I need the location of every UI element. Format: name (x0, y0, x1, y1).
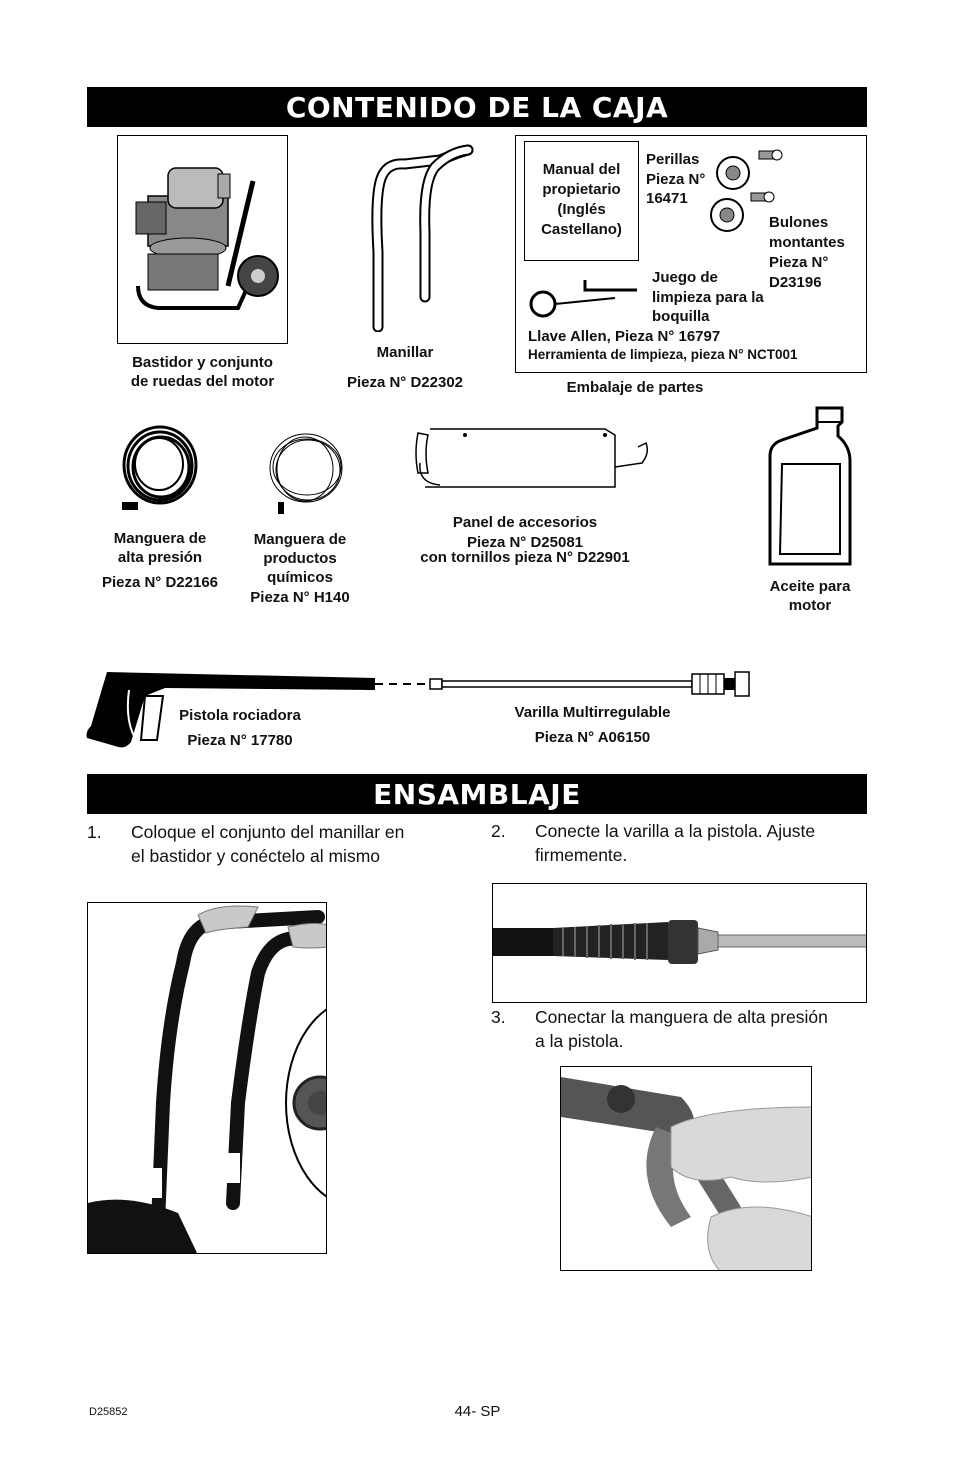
allen-key-label: Llave Allen, Pieza N° 16797 (528, 328, 721, 345)
chemical-hose-image (262, 428, 352, 518)
section-banner-assembly (87, 774, 867, 814)
high-pressure-hose-image (118, 420, 203, 520)
page-number: 44- SP (454, 1403, 501, 1420)
wand-label: Varilla Multirregulable (514, 704, 671, 721)
section-title: CONTENIDO DE LA CAJA (285, 90, 669, 124)
engine-oil-label: Aceite para motor (769, 578, 851, 614)
section-banner-contents (87, 87, 867, 127)
chemical-hose-part-number: Pieza N° H140 (250, 589, 350, 606)
bolts-label: Bulones montantes Pieza N° D23196 (769, 214, 845, 291)
hp-hose-part-number: Pieza N° D22166 (101, 574, 219, 591)
spray-gun-part-number: Pieza N° 17780 (187, 732, 293, 749)
assembly-step-2: 2. Conecte la varilla a la pistola. Ajuste firmemente. (491, 821, 816, 865)
assembly-title: ENSAMBLAJE (373, 777, 581, 811)
spray-gun-label: Pistola rociadora (179, 707, 301, 724)
step-1-photo (87, 902, 327, 1254)
assembly-step-3: 3. Conectar la manguera de alta presión a la pistola. (491, 1007, 828, 1051)
handle-name: Manillar (376, 344, 434, 361)
assembly-step-1: 1. Coloque el conjunto del manillar en el bastidor y conéctelo al mismo (87, 822, 405, 866)
step-3-photo (560, 1066, 812, 1271)
handle-part-number: Pieza N° D22302 (346, 374, 464, 391)
step-2-photo (492, 883, 867, 1003)
cleaning-tool-label: Herramienta de limpieza, pieza N° NCT001 (528, 347, 798, 362)
document-code: D25852 (89, 1406, 128, 1418)
engine-frame-image (117, 135, 288, 344)
frame-label: Bastidor y conjunto de ruedas del motor (130, 354, 275, 390)
owner-manual-label: Manual del propietario (Inglés Castellano) (541, 161, 622, 238)
handle-image (360, 142, 480, 332)
nozzle-kit-label: Juego de limpieza para la boquilla (652, 269, 764, 325)
chemical-hose-label: Manguera de productos químicos (253, 531, 347, 586)
accessory-panel-label: Panel de accesorios Pieza N° D25081 (452, 514, 598, 551)
wand-part-number: Pieza N° A06150 (534, 729, 651, 746)
cleaning-tool-icon (525, 272, 645, 322)
hp-hose-label: Manguera de alta presión (113, 530, 207, 566)
knobs-label: Perillas Pieza N° 16471 (646, 151, 706, 207)
accessory-panel-screws: con tornillos pieza N° D22901 (420, 549, 630, 566)
engine-oil-bottle-image (762, 406, 857, 571)
parts-package-caption: Embalaje de partes (566, 379, 704, 396)
accessory-panel-image (410, 423, 655, 493)
